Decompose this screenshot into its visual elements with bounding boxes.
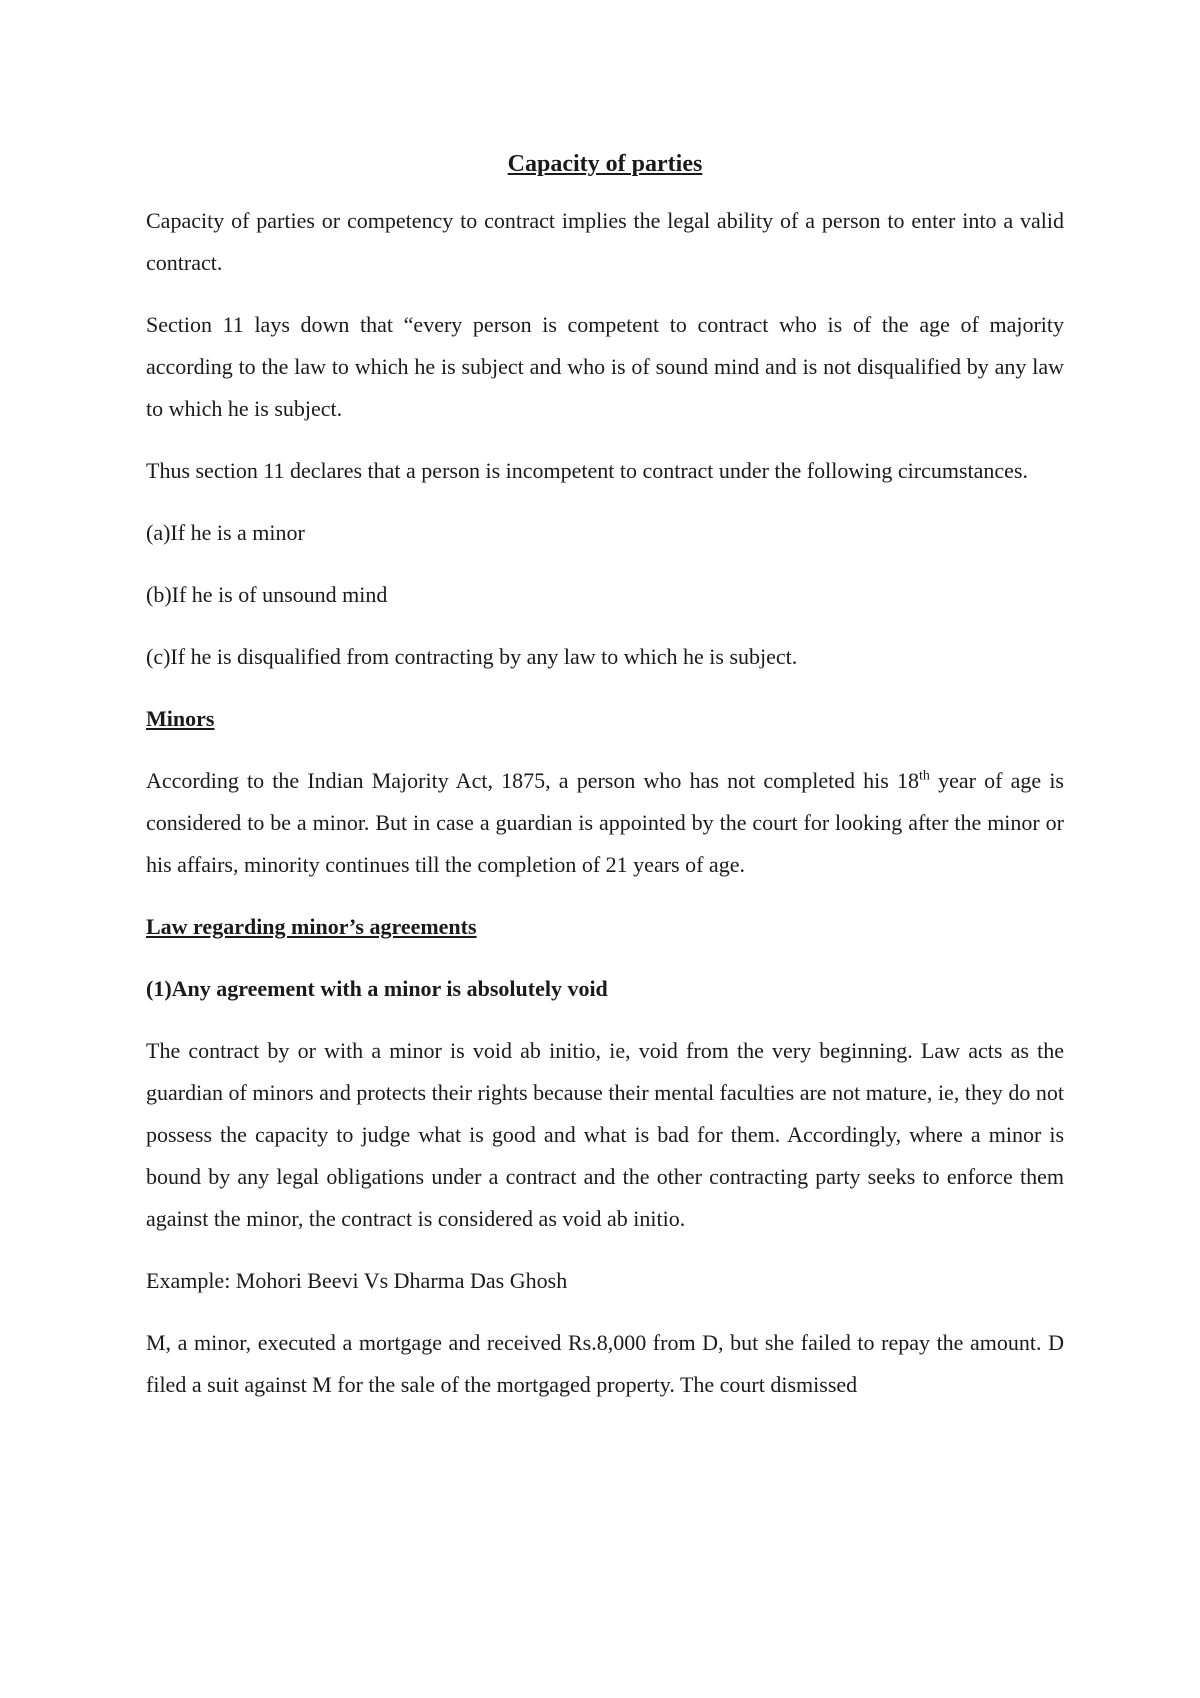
rule-1-paragraph: The contract by or with a minor is void ab initio, ie, void from the very beginning. Law acts as the guardian of minors and protects their rights because their mental faculties are not mature, ie, they do not possess the capacity to judge what is good and what is bad for them. Accordingly, where a minor is bound by any legal obligations under a contract and the other contracting party seeks to enforce them against the minor, the contract is considered as void ab initio. [146,1038,1064,1231]
minors-paragraph [146,760,1064,886]
law-heading: Law regarding minor’s agreements [146,914,477,939]
section-11-paragraph: Section 11 lays down that “every person is competent to contract who is of the age of majority according to the law to which he is subject and who is of sound mind and is not disqualified by any law to which he is subject. [146,312,1064,421]
rule-1-heading: (1)Any agreement with a minor is absolutely void [146,976,608,1001]
document-page [146,146,1064,1426]
minors-text-end: year of age is considered to be a minor. But in case a guardian is appointed by the court for looking after the minor or his affairs, minority continues till the completion of 21 years of age. [146,768,1064,877]
circumstances-paragraph: Thus section 11 declares that a person is incompetent to contract under the following circumstances. [146,458,1028,483]
list-item-b: (b)If he is of unsound mind [146,582,388,607]
intro-paragraph: Capacity of parties or competency to contract implies the legal ability of a person to enter into a valid contract. [146,208,1064,275]
list-item-a: (a)If he is a minor [146,520,305,545]
page-title: Capacity of parties [507,151,703,177]
example-line: Example: Mohori Beevi Vs Dharma Das Ghosh [146,1268,568,1293]
minors-text-start: According to the Indian Majority Act, 1875, a person who has not completed his 18 [146,768,920,793]
example-paragraph: M, a minor, executed a mortgage and received Rs.8,000 from D, but she failed to repay the amount. D filed a suit against M for the sale of the mortgaged property. The court dismissed [146,1330,1064,1397]
list-item-c: (c)If he is disqualified from contracting by any law to which he is subject. [146,644,798,669]
ordinal-suffix: th [919,768,930,784]
minors-heading: Minors [146,706,215,731]
